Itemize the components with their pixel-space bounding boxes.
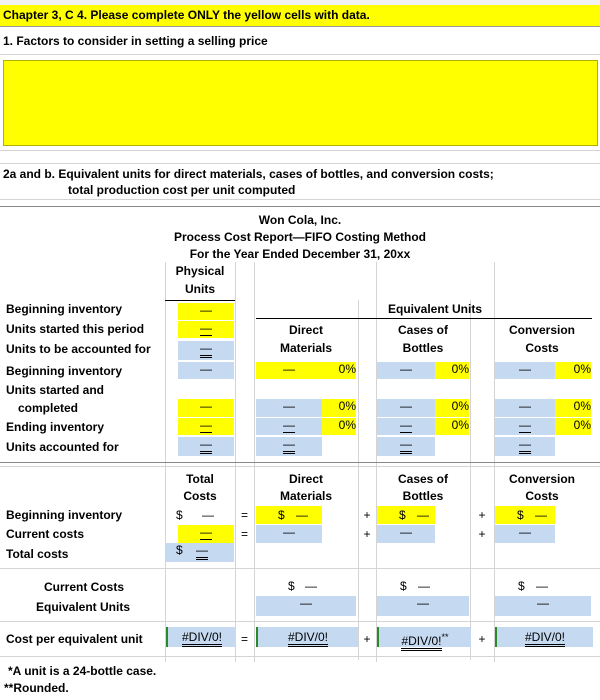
cost-row-current: Current costs [6, 527, 85, 541]
cc-beg-inv-pct-input[interactable]: 0% [555, 362, 591, 379]
cb-header1: Cases of [397, 323, 449, 337]
row-units-started: Units started this period [6, 322, 145, 336]
total-costs-cell: $ — [166, 543, 234, 562]
dm-current-cost-cell: — [256, 525, 322, 543]
phys-end-inv-input[interactable]: — [178, 418, 234, 435]
dm-header1: Direct [288, 323, 323, 337]
col-d[interactable] [92, 0, 99, 1]
cc-end-inv-cell: — [495, 418, 555, 435]
dm-total-cell: — [256, 437, 322, 456]
total-cost-per-unit-cell: #DIV/0! [166, 627, 236, 647]
row-beginning-inventory-2: Beginning inventory [6, 364, 123, 378]
dm-cost-header1: Direct [288, 472, 323, 486]
phys-beg-inv-input[interactable]: — [178, 303, 234, 320]
cc-cost-per-unit-cell: #DIV/0! [495, 627, 593, 647]
physical-units-header2: Units [185, 282, 215, 296]
dm-cc-dollar: $ [288, 579, 295, 593]
eq-sign-1: = [240, 508, 248, 522]
total-costs-header1: Total [186, 472, 214, 486]
phys-accounted-for-cell: — [178, 437, 234, 456]
company-name: Won Cola, Inc. [258, 213, 342, 227]
cb-cc-dollar: $ [400, 579, 407, 593]
phys-started-input[interactable]: — [178, 321, 234, 338]
cc-beg-inv-cell: — [495, 362, 555, 379]
cb-cc-value: — [418, 579, 430, 593]
dm-eq-units-cell: — [256, 596, 356, 616]
cb-completed-pct-input[interactable]: 0% [435, 399, 469, 417]
cc-cc-dollar: $ [518, 579, 525, 593]
row-units-to-account: Units to be accounted for [6, 342, 151, 356]
cb-end-inv-cell: — [377, 418, 435, 435]
eq-sign-3: = [240, 632, 248, 646]
plus-5: + [363, 632, 371, 646]
col-c[interactable] [10, 0, 17, 1]
report-period: For the Year Ended December 31, 20xx [189, 247, 411, 261]
dm-completed-pct-input[interactable]: 0% [322, 399, 356, 417]
cc-cost-header1: Conversion [508, 472, 575, 486]
eq-sign-2: = [240, 527, 248, 541]
cc-beg-cost-input[interactable]: $ — [495, 506, 555, 524]
plus-4: + [478, 527, 486, 541]
footnote-1: *A unit is a 24-bottle case. [8, 664, 157, 678]
equivalent-units-label: Equivalent Units [36, 600, 131, 614]
plus-3: + [478, 508, 486, 522]
cb-cost-header2: Bottles [402, 489, 444, 503]
equivalent-units-header: Equivalent Units [387, 302, 482, 316]
q2-label-line1: 2a and b. Equivalent units for direct materials, cases of bottles, and conversion costs; [3, 167, 494, 181]
physical-units-header1: Physical [175, 264, 225, 278]
total-beg-value: — [202, 508, 214, 522]
cc-completed-cell: — [495, 399, 555, 417]
cc-current-cost-cell: — [495, 525, 555, 543]
phys-beg-inv-2-cell: — [178, 362, 234, 379]
cost-row-total: Total costs [6, 547, 69, 561]
cb-header2: Bottles [402, 341, 444, 355]
dm-end-inv-pct-input[interactable]: 0% [322, 418, 356, 435]
cc-eq-units-cell: — [495, 596, 591, 616]
total-costs-header2: Costs [183, 489, 217, 503]
q1-answer-input[interactable] [3, 60, 598, 146]
phys-completed-input[interactable]: — [178, 399, 234, 417]
dm-cc-value: — [305, 579, 317, 593]
cc-completed-pct-input[interactable]: 0% [555, 399, 591, 417]
plus-2: + [363, 527, 371, 541]
cc-header2: Costs [525, 341, 559, 355]
row-units-started-and: Units started and [6, 383, 105, 397]
sheet-title: Chapter 3, C 4. Please complete ONLY the yellow cells with data. [3, 8, 370, 22]
title-row [0, 5, 600, 27]
cb-end-inv-pct-input[interactable]: 0% [435, 418, 469, 435]
q1-label: 1. Factors to consider in setting a selling price [3, 34, 268, 48]
cb-beg-cost-input[interactable]: $ — [377, 506, 435, 524]
current-costs-label: Current Costs [44, 580, 125, 594]
dm-cost-per-unit-cell: #DIV/0! [256, 627, 358, 647]
cb-cost-header1: Cases of [397, 472, 449, 486]
cost-per-eq-unit-label: Cost per equivalent unit [6, 632, 143, 646]
dm-completed-cell: — [256, 399, 322, 417]
dm-header2: Materials [279, 341, 333, 355]
cc-end-inv-pct-input[interactable]: 0% [555, 418, 591, 435]
row-beginning-inventory: Beginning inventory [6, 302, 123, 316]
dm-end-inv-cell: — [256, 418, 322, 435]
total-beg-dollar: $ [176, 508, 183, 522]
cb-beg-inv-cell: — [377, 362, 435, 379]
phys-accounted-cell: — [178, 341, 234, 360]
dm-beg-inv-pct-input[interactable]: 0% [322, 362, 356, 379]
cc-cc-value: — [536, 579, 548, 593]
plus-1: + [363, 508, 371, 522]
plus-6: + [478, 632, 486, 646]
cc-header1: Conversion [508, 323, 575, 337]
dm-beg-inv-cell: — [256, 362, 322, 379]
cb-eq-units-cell: — [377, 596, 469, 616]
cb-current-cost-cell: — [377, 525, 435, 543]
cb-cost-per-unit-cell: #DIV/0!** [377, 627, 471, 647]
footnote-2: **Rounded. [4, 681, 69, 695]
dm-cost-header2: Materials [279, 489, 333, 503]
cb-total-cell: — [377, 437, 435, 456]
cb-completed-cell: — [377, 399, 435, 417]
cc-cost-header2: Costs [525, 489, 559, 503]
q2-label-line2: total production cost per unit computed [68, 183, 296, 197]
cb-beg-inv-pct-input[interactable]: 0% [435, 362, 469, 379]
report-title: Process Cost Report—FIFO Costing Method [173, 230, 426, 244]
total-current-input[interactable]: — [178, 525, 234, 543]
dm-beg-cost-input[interactable]: $ — [256, 506, 322, 524]
row-units-accounted-for: Units accounted for [6, 440, 119, 454]
row-ending-inventory: Ending inventory [6, 420, 105, 434]
cc-total-cell: — [495, 437, 555, 456]
cost-row-beg-inv: Beginning inventory [6, 508, 123, 522]
row-completed: completed [18, 401, 79, 415]
